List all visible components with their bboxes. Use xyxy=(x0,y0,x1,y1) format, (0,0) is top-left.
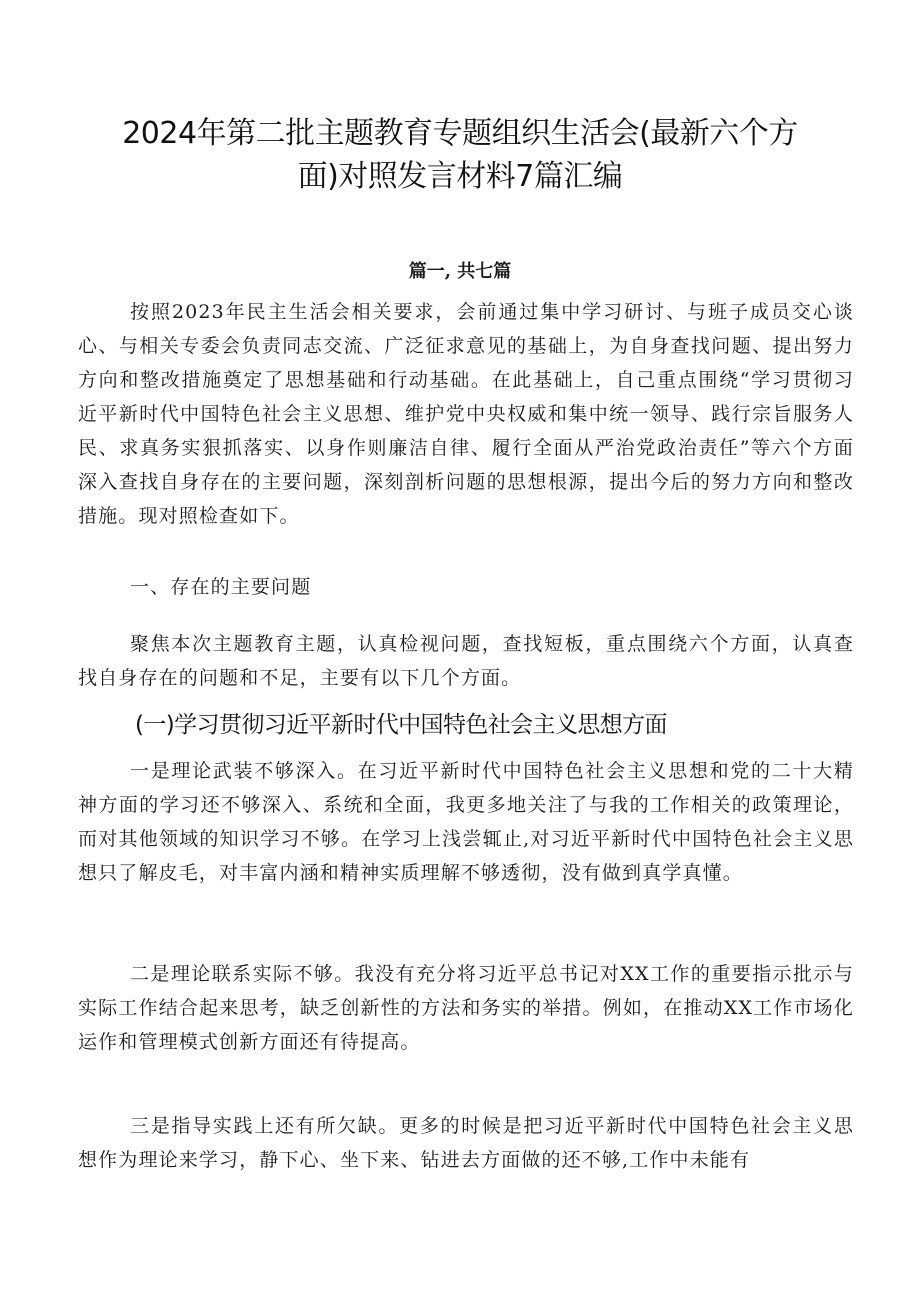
focus-paragraph: 聚焦本次主题教育主题，认真检视问题，查找短板，重点围绕六个方面，认真查找自身存在的问题和不足，主要有以下几个方面。 xyxy=(78,633,854,689)
document-title xyxy=(90,112,830,198)
point-two-paragraph: 二是理论联系实际不够。我没有充分将习近平总书记对XX工作的重要指示批示与实际工作结合起来思考，缺乏创新性的方法和务实的举措。例如，在推动XX工作市场化运作和管理模式创新方面还有待提高。 xyxy=(78,963,854,1053)
part-heading: 篇一, 共七篇 xyxy=(408,261,512,282)
document-title-line-2: 面)对照发言材料7篇汇编 xyxy=(297,159,623,194)
point-one-paragraph: 一是理论武装不够深入。在习近平新时代中国特色社会主义思想和党的二十大精神方面的学习还不够深入、系统和全面，我更多地关注了与我的工作相关的政策理论，而对其他领域的知识学习不够。在学习上浅尝辄止,对习近平新时代中国特色社会主义思想只了解皮毛，对丰富内涵和精神实质理解不够透彻，没有做到真学真懂。 xyxy=(78,760,854,884)
section-heading: 一、存在的主要问题 xyxy=(130,576,312,598)
intro-paragraph: 按照2023年民主生活会相关要求，会前通过集中学习研讨、与班子成员交心谈心、与相关专委会负责同志交流、广泛征求意见的基础上，为自身查找问题、提出努力方向和整改措施奠定了思想基础和行动基础。在此基础上，自己重点围绕“学习贯彻习近平新时代中国特色社会主义思想、维护党中央权威和集中统一领导、践行宗旨服务人民、求真务实狠抓落实、以身作则廉洁自律、履行全面从严治党政治责任”等六个方面深入查找自身存在的主要问题，深刻剖析问题的思想根源，提出今后的努力方向和整改措施。现对照检查如下。 xyxy=(78,301,854,527)
sub-heading: (一)学习贯彻习近平新时代中国特色社会主义思想方面 xyxy=(135,712,667,738)
point-three-paragraph: 三是指导实践上还有所欠缺。更多的时候是把习近平新时代中国特色社会主义思想作为理论来学习，静下心、坐下来、钻进去方面做的还不够,工作中未能有 xyxy=(78,1115,854,1171)
document-title-line-1: 2024年第二批主题教育专题组织生活会(最新六个方 xyxy=(122,116,798,151)
